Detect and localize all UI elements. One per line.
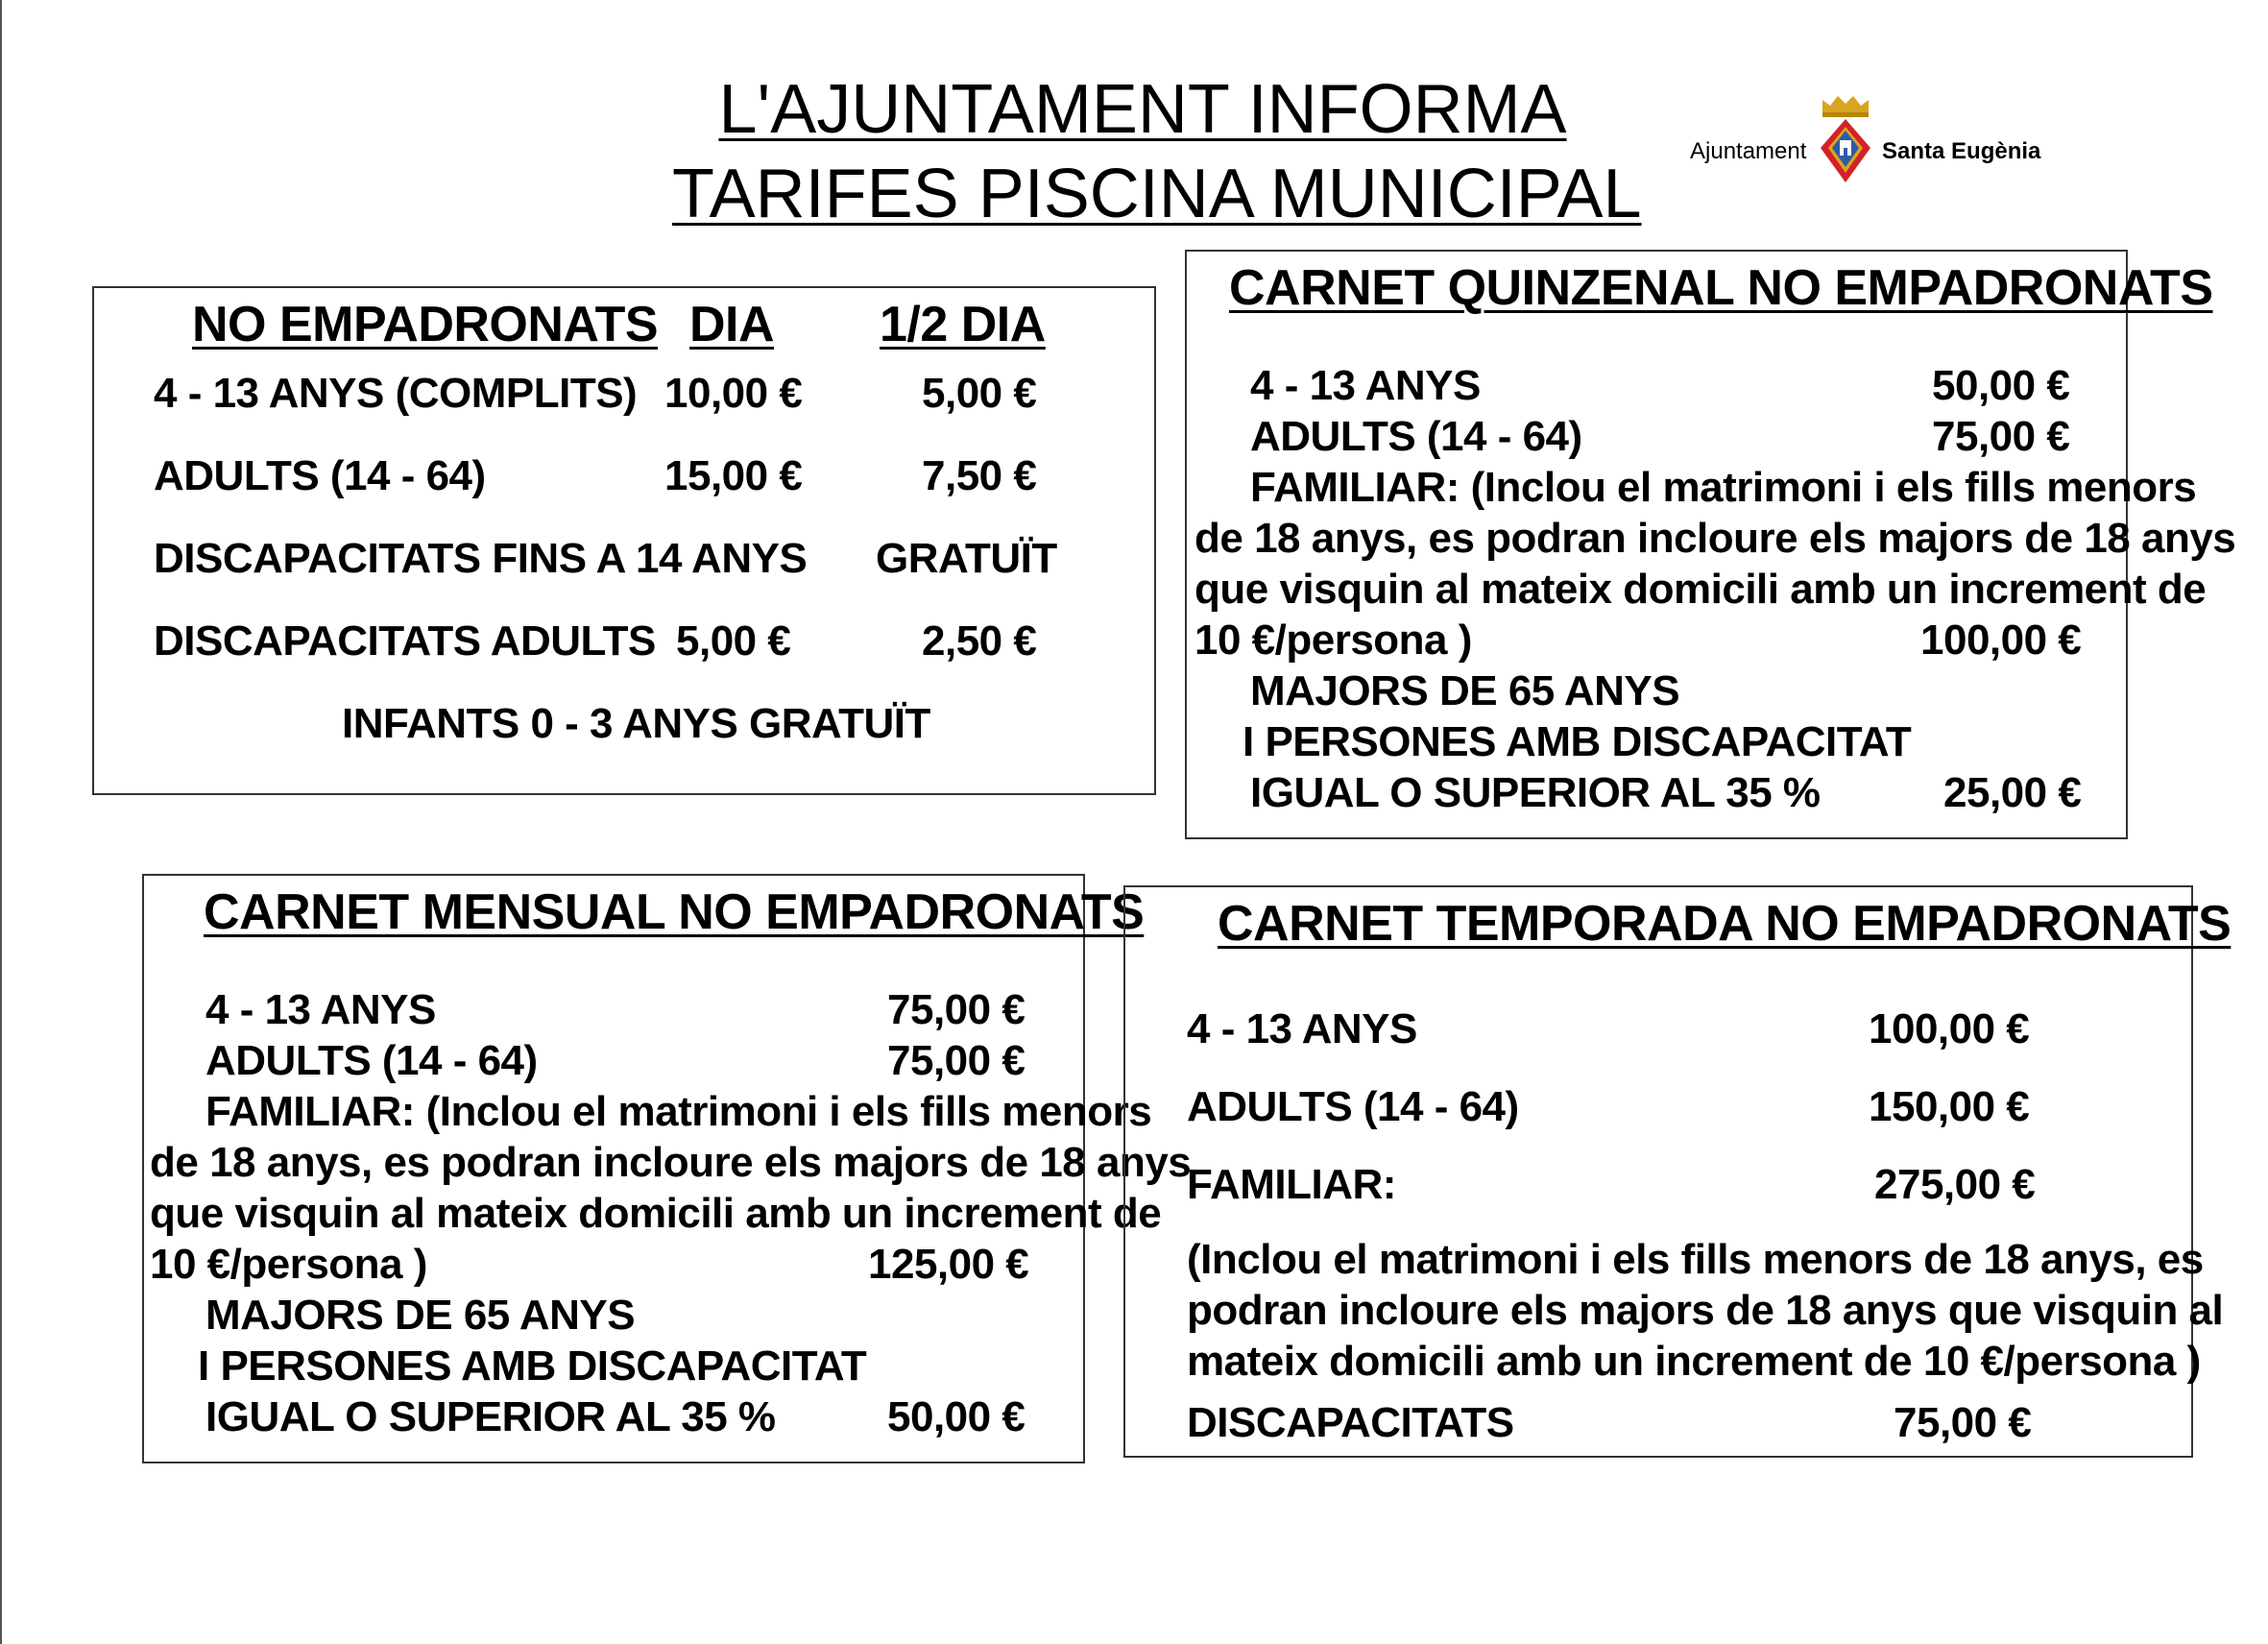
row-price-mig-dia: 7,50 € <box>922 452 1037 499</box>
line-text: mateix domicili amb un increment de 10 €/persona ) <box>1187 1338 2201 1385</box>
ajuntament-logo <box>1690 94 2055 188</box>
box-title: CARNET MENSUAL NO EMPADRONATS <box>204 884 1145 940</box>
col-header-no-empadronats: NO EMPADRONATS <box>192 297 659 352</box>
line-text: 10 €/persona ) <box>150 1241 427 1288</box>
line-price: 75,00 € <box>887 986 1025 1033</box>
line-text: IGUAL O SUPERIOR AL 35 % <box>1250 769 1821 816</box>
line-text: IGUAL O SUPERIOR AL 35 % <box>205 1393 776 1440</box>
line-price: 150,00 € <box>1869 1083 2030 1130</box>
line-text: de 18 anys, es podran incloure els majors de 18 anys <box>150 1139 1192 1186</box>
line-price: 50,00 € <box>887 1393 1025 1440</box>
line-price: 75,00 € <box>1932 413 2070 460</box>
page-title-line1: L'AJUNTAMENT INFORMA <box>718 71 1567 148</box>
row-label: DISCAPACITATS FINS A 14 ANYS <box>154 535 808 582</box>
line-text: que visquin al mateix domicili amb un increment de <box>1194 566 2207 613</box>
box-title: CARNET TEMPORADA NO EMPADRONATS <box>1218 896 2232 952</box>
row-label: ADULTS (14 - 64) <box>154 452 486 499</box>
line-text: 10 €/persona ) <box>1194 616 1472 664</box>
line-price: 100,00 € <box>1920 616 2082 664</box>
row-price-mig-dia: GRATUÏT <box>876 535 1057 582</box>
line-text: 4 - 13 ANYS <box>1250 362 1481 409</box>
line-text: que visquin al mateix domicili amb un increment de <box>150 1190 1162 1237</box>
row-price-dia: 5,00 € <box>676 617 791 665</box>
line-text: podran incloure els majors de 18 anys que visquin al <box>1187 1287 2224 1334</box>
line-text: FAMILIAR: (Inclou el matrimoni i els fills menors <box>205 1088 1152 1135</box>
line-price: 50,00 € <box>1932 362 2070 409</box>
line-text: DISCAPACITATS <box>1187 1399 1514 1446</box>
logo-left-text: Ajuntament <box>1690 138 1807 164</box>
line-text: 4 - 13 ANYS <box>205 986 436 1033</box>
box-title: CARNET QUINZENAL NO EMPADRONATS <box>1229 260 2213 316</box>
logo-right-text: Santa Eugènia <box>1882 138 2041 164</box>
col-header-mig-dia: 1/2 DIA <box>880 297 1046 352</box>
row-price-dia: 10,00 € <box>664 370 803 417</box>
line-price: 75,00 € <box>1894 1399 2032 1446</box>
coat-of-arms-icon <box>1817 94 1874 184</box>
line-text: I PERSONES AMB DISCAPACITAT <box>1243 718 1912 765</box>
col-header-dia: DIA <box>689 297 775 352</box>
line-price: 125,00 € <box>868 1241 1029 1288</box>
line-text: FAMILIAR: (Inclou el matrimoni i els fills menors <box>1250 464 2197 511</box>
line-text: MAJORS DE 65 ANYS <box>205 1292 636 1339</box>
page-left-edge <box>0 0 2 1644</box>
row-price-mig-dia: 5,00 € <box>922 370 1037 417</box>
line-text: ADULTS (14 - 64) <box>205 1037 538 1084</box>
line-text: 4 - 13 ANYS <box>1187 1005 1417 1052</box>
row-price-mig-dia: 2,50 € <box>922 617 1037 665</box>
row-price-dia: 15,00 € <box>664 452 803 499</box>
line-text: I PERSONES AMB DISCAPACITAT <box>198 1342 867 1390</box>
row-label: DISCAPACITATS ADULTS <box>154 617 656 665</box>
line-price: 100,00 € <box>1869 1005 2030 1052</box>
page-title-line2: TARIFES PISCINA MUNICIPAL <box>672 156 1642 232</box>
line-text: FAMILIAR: <box>1187 1161 1396 1208</box>
line-price: 275,00 € <box>1874 1161 2036 1208</box>
line-text: ADULTS (14 - 64) <box>1187 1083 1519 1130</box>
line-price: 75,00 € <box>887 1037 1025 1084</box>
line-text: de 18 anys, es podran incloure els majors de 18 anys <box>1194 515 2236 562</box>
box-footer-note: INFANTS 0 - 3 ANYS GRATUÏT <box>342 700 930 747</box>
row-label: 4 - 13 ANYS (COMPLITS) <box>154 370 638 417</box>
line-text: MAJORS DE 65 ANYS <box>1250 667 1680 714</box>
line-price: 25,00 € <box>1943 769 2082 816</box>
line-text: (Inclou el matrimoni i els fills menors de 18 anys, es <box>1187 1236 2204 1283</box>
line-text: ADULTS (14 - 64) <box>1250 413 1582 460</box>
